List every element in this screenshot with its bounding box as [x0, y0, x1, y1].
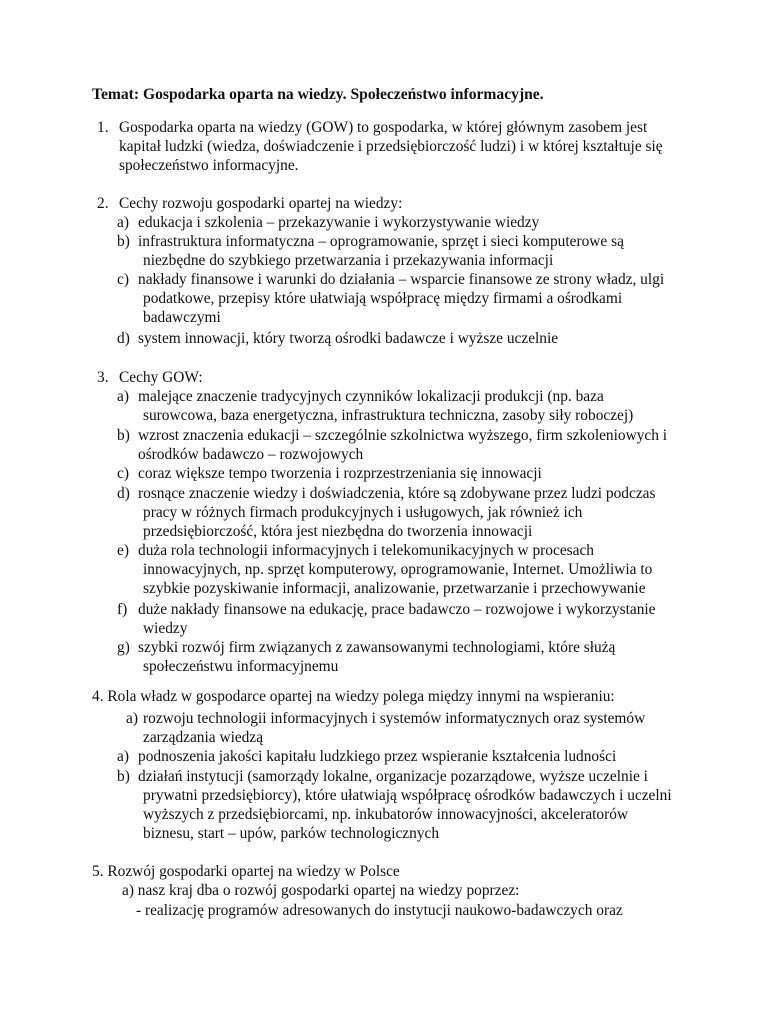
list-item-line: wzrost znaczenia edukacji – szczególnie szkolnictwa wyższego, firm szkoleniowych i [138, 427, 668, 444]
list-label: e) [117, 542, 129, 559]
list-item-line: ośrodków badawczo – rozwojowych [138, 446, 364, 463]
list-item-line: rozwoju technologii informacyjnych i systemów informatycznych oraz systemów [143, 710, 646, 727]
section-1-line: społeczeństwo informacyjne. [119, 157, 299, 174]
list-item-line: podatkowe, przepisy które ułatwiają współpracę między firmami a ośrodkami [143, 290, 623, 307]
list-label: b) [117, 427, 130, 444]
list-item-line: szybkie pozyskiwanie informacji, analizowanie, przetwarzanie i przechowywanie [143, 580, 646, 597]
list-item-line: wyższych z przedsiębiorcami, np. inkubatorów innowacyjności, akceleratorów [143, 806, 629, 823]
list-label: b) [117, 768, 130, 785]
list-label: b) [117, 233, 130, 250]
list-label: f) [117, 601, 128, 618]
list-item-line: malejące znaczenie tradycyjnych czynników lokalizacji produkcji (np. baza [138, 388, 604, 405]
list-item-line: przedsiębiorczość, która jest niezbędna do tworzenia innowacji [143, 523, 533, 540]
list-item-line: rosnące znaczenie wiedzy i doświadczenia, które są zdobywane przez ludzi podczas [138, 485, 656, 502]
list-item-line: innowacyjnych, np. sprzęt komputerowy, oprogramowanie, Internet. Umożliwia to [143, 561, 653, 578]
section-3-heading: Cechy GOW: [119, 369, 203, 386]
list-item-line: prywatni przedsiębiorcy), które ułatwiają współpracę ośrodków badawczych i uczelni [143, 787, 672, 804]
list-item-line: szybki rozwój firm związanych z zawansowanymi technologiami, które służą [138, 639, 616, 656]
section-1-number: 1. [97, 119, 109, 136]
section-4-heading: 4. Rola władz w gospodarce opartej na wiedzy polega między innymi na wspieraniu: [92, 688, 615, 705]
section-1-line: kapitał ludzki (wiedza, doświadczenie i przedsiębiorczość ludzi) i w której kształtuje się [119, 138, 663, 155]
section-2-number: 2. [97, 195, 109, 212]
section-5-heading: 5. Rozwój gospodarki opartej na wiedzy w Polsce [92, 863, 400, 880]
list-item-line: społeczeństwu informacyjnemu [143, 658, 339, 675]
document-title: Temat: Gospodarka oparta na wiedzy. Społeczeństwo informacyjne. [92, 86, 544, 103]
section-1-line: Gospodarka oparta na wiedzy (GOW) to gospodarka, w której głównym zasobem jest [119, 119, 648, 136]
list-label: d) [117, 330, 130, 347]
list-item-line: duże nakłady finansowe na edukację, prace badawczo – rozwojowe i wykorzystanie [138, 601, 656, 618]
list-label: a) [117, 214, 129, 231]
list-label: a) [126, 710, 138, 727]
section-3-number: 3. [97, 369, 109, 386]
list-item-line: duża rola technologii informacyjnych i telekomunikacyjnych w procesach [138, 542, 595, 559]
list-label: g) [117, 639, 130, 656]
list-item-line: system innowacji, który tworzą ośrodki badawcze i wyższe uczelnie [138, 330, 559, 347]
list-label: a) [117, 388, 129, 405]
list-label: d) [117, 485, 130, 502]
list-item-line: podnoszenia jakości kapitału ludzkiego przez wspieranie kształcenia ludności [138, 748, 617, 765]
list-label: c) [117, 465, 129, 482]
list-item-line: wiedzy [143, 620, 188, 637]
list-item-line: nakłady finansowe i warunki do działania – wsparcie finansowe ze strony władz, ulgi [138, 271, 665, 288]
section-5-sub-a: a) nasz kraj dba o rozwój gospodarki opartej na wiedzy poprzez: [122, 882, 520, 899]
section-5-dash-item: - realizację programów adresowanych do instytucji naukowo-badawczych oraz [136, 902, 623, 919]
list-label: a) [117, 748, 129, 765]
list-item-line: niezbędne do szybkiego przetwarzania i przekazywania informacji [143, 252, 554, 269]
list-item-line: pracy w różnych firmach produkcyjnych i usługowych, jak również ich [143, 504, 583, 521]
list-item-line: infrastruktura informatyczna – oprogramowanie, sprzęt i sieci komputerowe są [138, 233, 624, 250]
list-label: c) [117, 271, 129, 288]
list-item-line: zarządzania wiedzą [143, 729, 264, 746]
list-item-line: biznesu, start – upów, parków technologicznych [143, 825, 440, 842]
section-2-heading: Cechy rozwoju gospodarki opartej na wiedzy: [119, 195, 403, 212]
list-item-line: badawczymi [143, 309, 221, 326]
list-item-line: działań instytucji (samorządy lokalne, organizacje pozarządowe, wyższe uczelnie i [138, 768, 648, 785]
list-item-line: coraz większe tempo tworzenia i rozprzestrzeniania się innowacji [138, 465, 542, 482]
list-item-line: edukacja i szkolenia – przekazywanie i wykorzystywanie wiedzy [138, 214, 540, 231]
list-item-line: surowcowa, baza energetyczna, infrastruktura techniczna, zasoby siły roboczej) [143, 407, 634, 424]
